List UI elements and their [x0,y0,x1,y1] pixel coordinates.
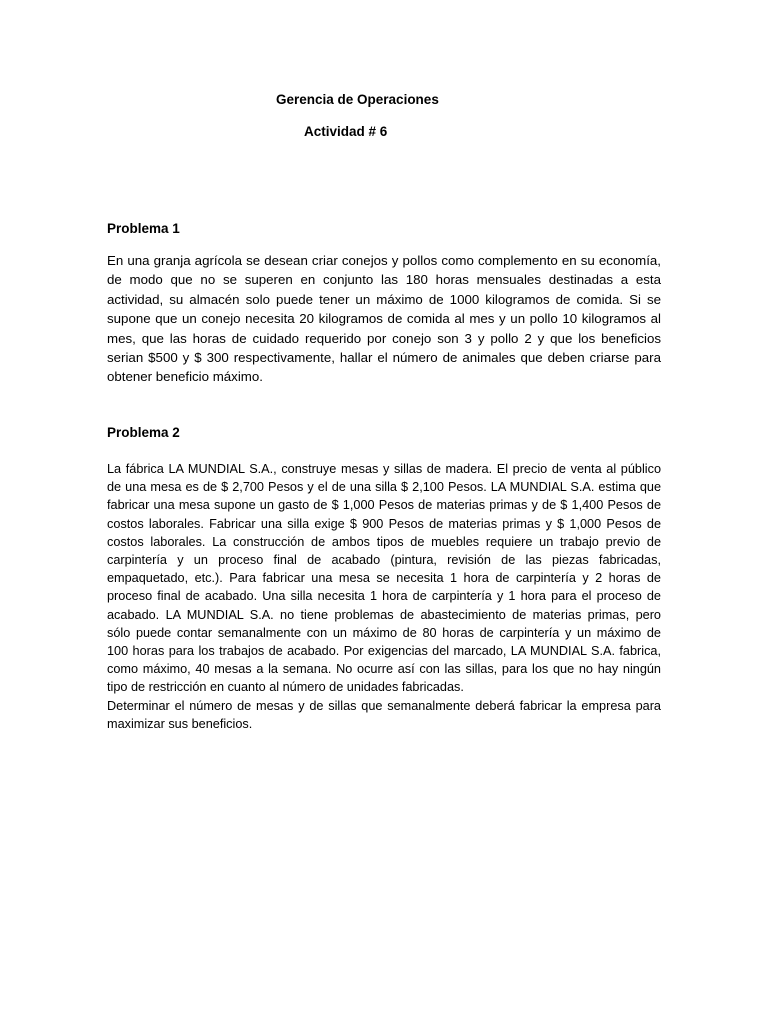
problem2-line: como máximo, 40 mesas a la semana. No ocurre así con las sillas, para los que no hay ningún [107,662,661,677]
problem2-line: de una mesa es de $ 2,700 Pesos y el de una silla $ 2,100 Pesos. LA MUNDIAL S.A. estima que [107,480,661,495]
problem2-line: Determinar el número de mesas y de sillas que semanalmente deberá fabricar la empresa para [107,698,661,713]
problem1-heading: Problema 1 [107,221,180,236]
problem2-line: acabado. LA MUNDIAL S.A. no tiene problemas de abastecimiento de materias primas, pero [107,607,661,622]
document-title: Gerencia de Operaciones [276,92,439,107]
problem2-line: empaquetado, etc.). Para fabricar una mesa se necesita 1 hora de carpintería y 2 horas de [107,571,661,586]
problem1-line: mes, que las horas de cuidado requerido por conejo son 3 y pollo 2 y que los beneficios [107,330,661,346]
problem1-line: serian $500 y $ 300 respectivamente, hallar el número de animales que deben criarse para [107,350,661,366]
document-subtitle: Actividad # 6 [304,124,388,139]
problem1-line: obtener beneficio máximo. [107,369,263,385]
problem2-line: sólo puede contar semanalmente con un máximo de 80 horas de carpintería y un máximo de [107,625,661,640]
problem2-line: tipo de restricción en cuanto al número de unidades fabricadas. [107,680,464,695]
problem1-line: En una granja agrícola se desean criar conejos y pollos como complemento en su economía, [107,253,661,268]
problem2-line: 100 horas para los trabajos de acabado. Por exigencias del marcado, LA MUNDIAL S.A. fabrica, [107,644,661,659]
problem2-line: costos laborales. Fabricar una silla exige $ 900 Pesos de materias primas y $ 1,000 Pesos de [107,516,661,531]
problem1-line: actividad, su almacén solo puede tener un máximo de 1000 kilogramos de comida. Si se [107,291,661,307]
problem2-line: proceso final de acabado. Una silla necesita 1 hora de carpintería y 1 hora para el proceso de [107,589,661,604]
problem2-line: fabricar una mesa supone un gasto de $ 1,000 Pesos de materias primas y de $ 1,400 Pesos de [107,498,661,513]
problem2-line: carpintería y un proceso final de acabado (pintura, revisión de las piezas fabricadas, [107,553,661,568]
problem2-line: costos laborales. La construcción de ambos tipos de muebles requiere un trabajo previo de [107,534,661,549]
problem2-line: maximizar sus beneficios. [107,716,253,731]
problem1-line: de modo que no se superen en conjunto las 180 horas mensuales destinadas a esta [107,272,661,288]
problem2-text [107,460,661,733]
problem2-heading: Problema 2 [107,425,180,440]
problem1-line: supone que un conejo necesita 20 kilogramos de comida al mes y un pollo 10 kilogramos al [107,311,661,327]
problem1-text [107,251,661,387]
problem2-line: La fábrica LA MUNDIAL S.A., construye mesas y sillas de madera. El precio de venta al público [107,462,661,476]
